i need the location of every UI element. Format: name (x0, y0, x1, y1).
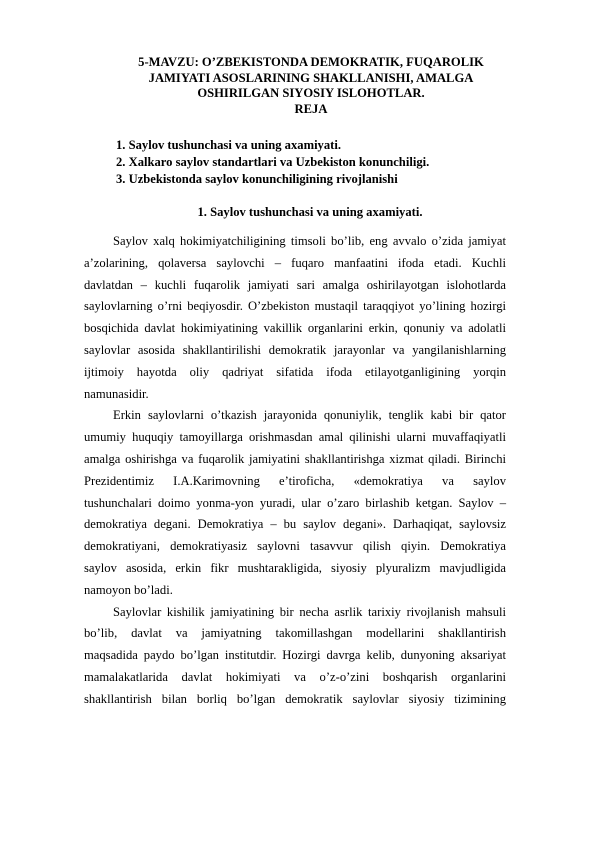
plan-item: 3. Uzbekistonda saylov konunchiligining rivojlanishi (116, 172, 398, 186)
body-line: Erkin saylovlarni o’tkazish jarayonida qonuniylik, tenglik kabi bir qator (113, 408, 506, 423)
title-line: OSHIRILGAN SIYOSIY ISLOHOTLAR. (197, 86, 425, 101)
body-line: a’zolarining, qolaversa saylovchi – fuqaro manfaatini ifoda etadi. Kuchli (84, 255, 506, 270)
plan-item: 2. Xalkaro saylov standartlari va Uzbekiston konunchiligi. (116, 155, 430, 169)
plan-heading: REJA (294, 101, 328, 116)
body-line: umumiy huquqiy tamoyillarga orishmasdan amal qilinishi ularni muvaffaqiyatli (84, 430, 506, 445)
body-line: namunasidir. (84, 386, 149, 401)
body-line: ijtimoiy hayotda oliy qadriyat sifatida ifoda etilayotganligining yorqin (84, 364, 506, 379)
body-text (84, 231, 506, 711)
body-line: Prezidentimiz I.A.Karimovning e’tiroficha, «demokratiya va saylov (84, 473, 506, 488)
body-line: davlatdan – kuchli fuqarolik jamiyati sari amalga oshirilayotgan islohotlarda (84, 277, 506, 292)
body-line: amalga oshirishga va fuqarolik jamiyatini shakllantirishga xizmat qiladi. Birinchi (84, 451, 506, 466)
body-line: maqsadida paydo bo’lgan institutdir. Hozirgi davrga kelib, dunyoning aksariyat (84, 648, 506, 663)
body-line: demokratiyani, demokratiyasiz saylovni tasavvur qilish qiyin. Demokratiya (84, 539, 506, 554)
plan-list (116, 137, 429, 188)
body-line: saylov asosida, erkin fikr mushtarakligida, siyosiy plyuralizm mavjudligida (84, 560, 506, 575)
section-heading: 1. Saylov tushunchasi va uning axamiyati. (197, 205, 423, 219)
body-line: Saylov xalq hokimiyatchiligining timsoli bo’lib, eng avvalo o’zida jamiyat (113, 234, 506, 248)
body-line: mamalakatlarida davlat hokimiyati va o’z-o’zini boshqarish organlarini (84, 669, 506, 684)
body-line: shakllantirish bilan borliq bo’lgan demokratik saylovlar siyosiy tizimining (84, 691, 506, 706)
title-line: 5-MAVZU: O’ZBEKISTONDA DEMOKRATIK, FUQAROLIK (138, 55, 484, 69)
body-line: tushunchalari doimo yonma-yon yuradi, ular o’zaro birlashib ketgan. Saylov – (84, 495, 506, 510)
body-line: saylovlarning o’rni beqiyosdir. O’zbekiston mustaqil taraqqiyot yo’lining hozirgi (84, 299, 506, 314)
body-line: namoyon bo’ladi. (84, 582, 173, 597)
body-line: demokratiya degani. Demokratiya – bu saylov degani». Darhaqiqat, saylovsiz (84, 517, 506, 532)
body-line: Saylovlar kishilik jamiyatining bir necha asrlik tarixiy rivojlanish mahsuli (113, 604, 506, 619)
plan-item: 1. Saylov tushunchasi va uning axamiyati. (116, 138, 341, 152)
body-line: bosqichida davlat hokimiyatining vakillik organlarini erkin, qonuniy va adolatli (84, 321, 506, 336)
document-title (60, 55, 562, 117)
title-line: JAMIYATI ASOSLARINING SHAKLLANISHI, AMALGA (148, 70, 474, 85)
body-line: bo’lib, davlat va jamiyatning takomillashgan modellarini shakllantirish (84, 626, 506, 641)
body-line: saylovlar asosida shakllantirilishi demokratik jarayonlar va yangilanishlarning (84, 342, 506, 357)
